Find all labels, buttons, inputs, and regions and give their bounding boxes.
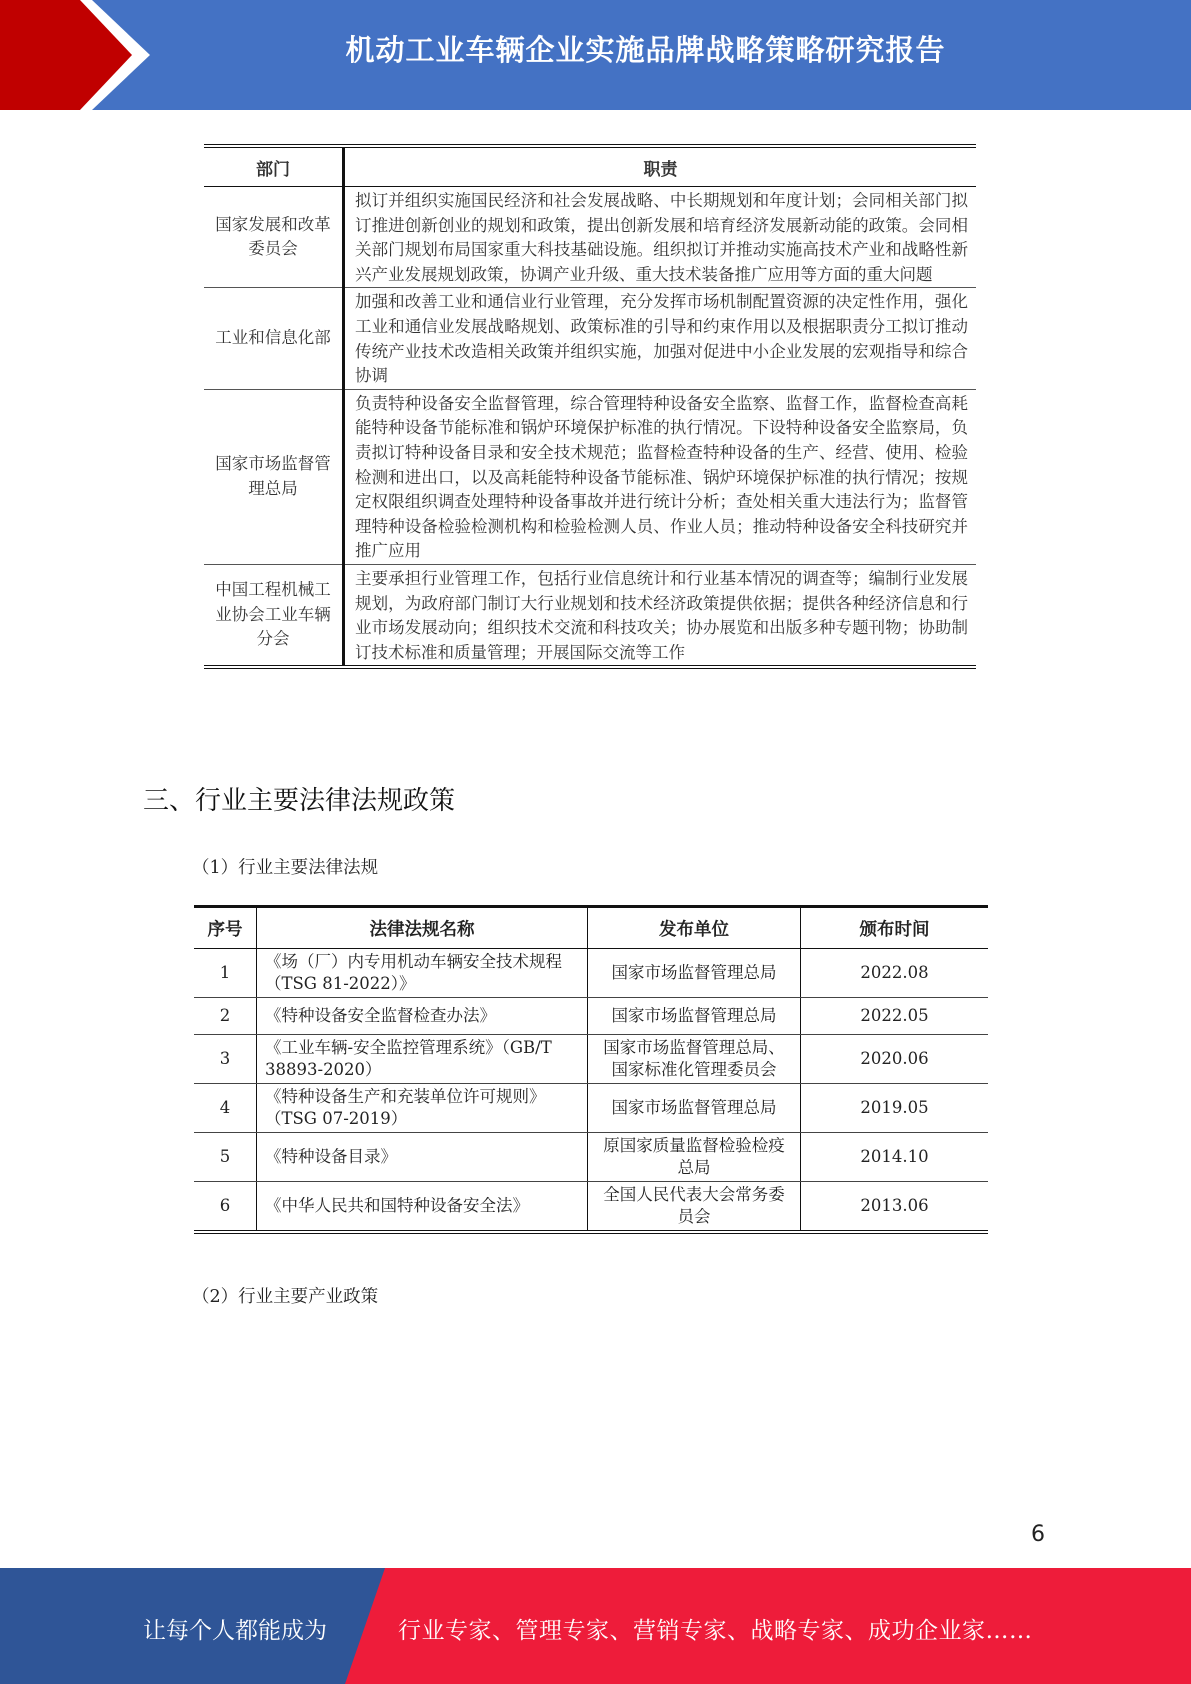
page-number: 6 (1031, 1522, 1045, 1547)
document-title: 机动工业车辆企业实施品牌战略策略研究报告 (345, 33, 946, 67)
duty-cell: 拟订并组织实施国民经济和社会发展战略、中长期规划和年度计划；会同相关部门拟订推进创新创业的规划和政策，提出创新发展和培育经济发展新动能的政策。会同相关部门规划布局国家重大科技基础设施。组织拟订并推动实施高技术产业和战略性新兴产业发展规划政策，协调产业升级、重大技术装备推广应用等方面的重大问题 (344, 187, 977, 288)
table-row (194, 1084, 988, 1133)
law-name: 《特种设备目录》 (257, 1133, 588, 1182)
law-name: 《中华人民共和国特种设备安全法》 (257, 1182, 588, 1233)
table-row (204, 389, 976, 564)
issuer: 国家市场监督管理总局 (588, 998, 801, 1035)
table-row (194, 1182, 988, 1233)
dept-cell: 国家发展和改革委员会 (204, 187, 344, 288)
table-row (194, 949, 988, 998)
column-header-dept: 部门 (204, 146, 344, 187)
header-arrow-decoration (0, 0, 150, 110)
duty-cell: 负责特种设备安全监督管理，综合管理特种设备安全监察、监督工作，监督检查高耗能特种设备节能标准和锅炉环境保护标准的执行情况。下设特种设备安全监察局，负责拟订特种设备目录和安全技术规范；监督检查特种设备的生产、经营、使用、检验检测和进出口，以及高耗能特种设备节能标准、锅炉环境保护标准的执行情况；按规定权限组织调查处理特种设备事故并进行统计分析；查处相关重大违法行为；监督管理特种设备检验检测机构和检验检测人员、作业人员；推动特种设备安全科技研究并推广应用 (344, 389, 977, 564)
law-name: 《场（厂）内专用机动车辆安全技术规程（TSG 81-2022）》 (257, 949, 588, 998)
row-number: 2 (194, 998, 257, 1035)
issue-date: 2019.05 (801, 1084, 989, 1133)
law-name: 《特种设备生产和充装单位许可规则》（TSG 07-2019） (257, 1084, 588, 1133)
duty-cell: 加强和改善工业和通信业行业管理，充分发挥市场机制配置资源的决定性作用，强化工业和通信业发展战略规划、政策标准的引导和约束作用以及根据职责分工拟订推动传统产业技术改造相关政策并组织实施，加强对促进中小企业发展的宏观指导和综合协调 (344, 288, 977, 389)
issue-date: 2022.08 (801, 949, 989, 998)
page-header (0, 0, 1191, 110)
issuer: 国家市场监督管理总局 (588, 1084, 801, 1133)
dept-cell: 国家市场监督管理总局 (204, 389, 344, 564)
row-number: 6 (219, 1196, 231, 1215)
row-number: 5 (194, 1133, 257, 1182)
row-number: 4 (194, 1084, 257, 1133)
subsection-heading-policies: （2）行业主要产业政策 (192, 1287, 379, 1307)
issuer: 全国人民代表大会常务委员会 (588, 1182, 801, 1233)
section-heading: 三、行业主要法律法规政策 (143, 786, 456, 816)
table-header-row (194, 907, 988, 949)
dept-cell: 工业和信息化部 (204, 288, 344, 389)
department-duties-table (204, 144, 976, 669)
table-row (204, 187, 976, 288)
table-row (194, 1035, 988, 1084)
column-header-issuer: 发布单位 (588, 907, 801, 949)
law-name: 《特种设备安全监督检查办法》 (257, 998, 588, 1035)
issuer: 国家市场监督管理总局、国家标准化管理委员会 (588, 1035, 801, 1084)
row-number: 1 (194, 949, 257, 998)
issue-date: 2020.06 (801, 1035, 989, 1084)
issuer: 原国家质量监督检验检疫总局 (588, 1133, 801, 1182)
footer-slogan-left: 让每个人都能成为 (143, 1618, 327, 1644)
law-name: 《工业车辆-安全监控管理系统》（GB/T 38893-2020） (257, 1035, 588, 1084)
table-row (204, 288, 976, 389)
issue-date: 2014.10 (801, 1133, 989, 1182)
column-header-duty: 职责 (344, 146, 977, 187)
table-row (194, 998, 988, 1035)
table-header-row (204, 146, 976, 187)
column-header-name: 法律法规名称 (257, 907, 588, 949)
column-header-date: 颁布时间 (801, 907, 989, 949)
duty-cell: 主要承担行业管理工作，包括行业信息统计和行业基本情况的调查等；编制行业发展规划，为政府部门制订大行业规划和技术经济政策提供依据；提供各种经济信息和行业市场发展动向；组织技术交流和科技攻关；协办展览和出版多种专题刊物；协助制订技术标准和质量管理；开展国际交流等工作 (355, 568, 968, 662)
table-row (194, 1133, 988, 1182)
page-footer (0, 1568, 1191, 1684)
issuer: 国家市场监督管理总局 (588, 949, 801, 998)
subsection-heading-laws: （1）行业主要法律法规 (192, 858, 379, 878)
footer-slogan-right: 行业专家、管理专家、营销专家、战略专家、成功企业家…… (398, 1618, 1033, 1644)
issue-date: 2013.06 (801, 1182, 989, 1233)
dept-cell: 中国工程机械工业协会工业车辆分会 (204, 564, 344, 667)
table-row (204, 564, 976, 667)
column-header-no: 序号 (194, 907, 257, 949)
row-number: 3 (194, 1035, 257, 1084)
issue-date: 2022.05 (801, 998, 989, 1035)
laws-table (194, 905, 988, 1234)
